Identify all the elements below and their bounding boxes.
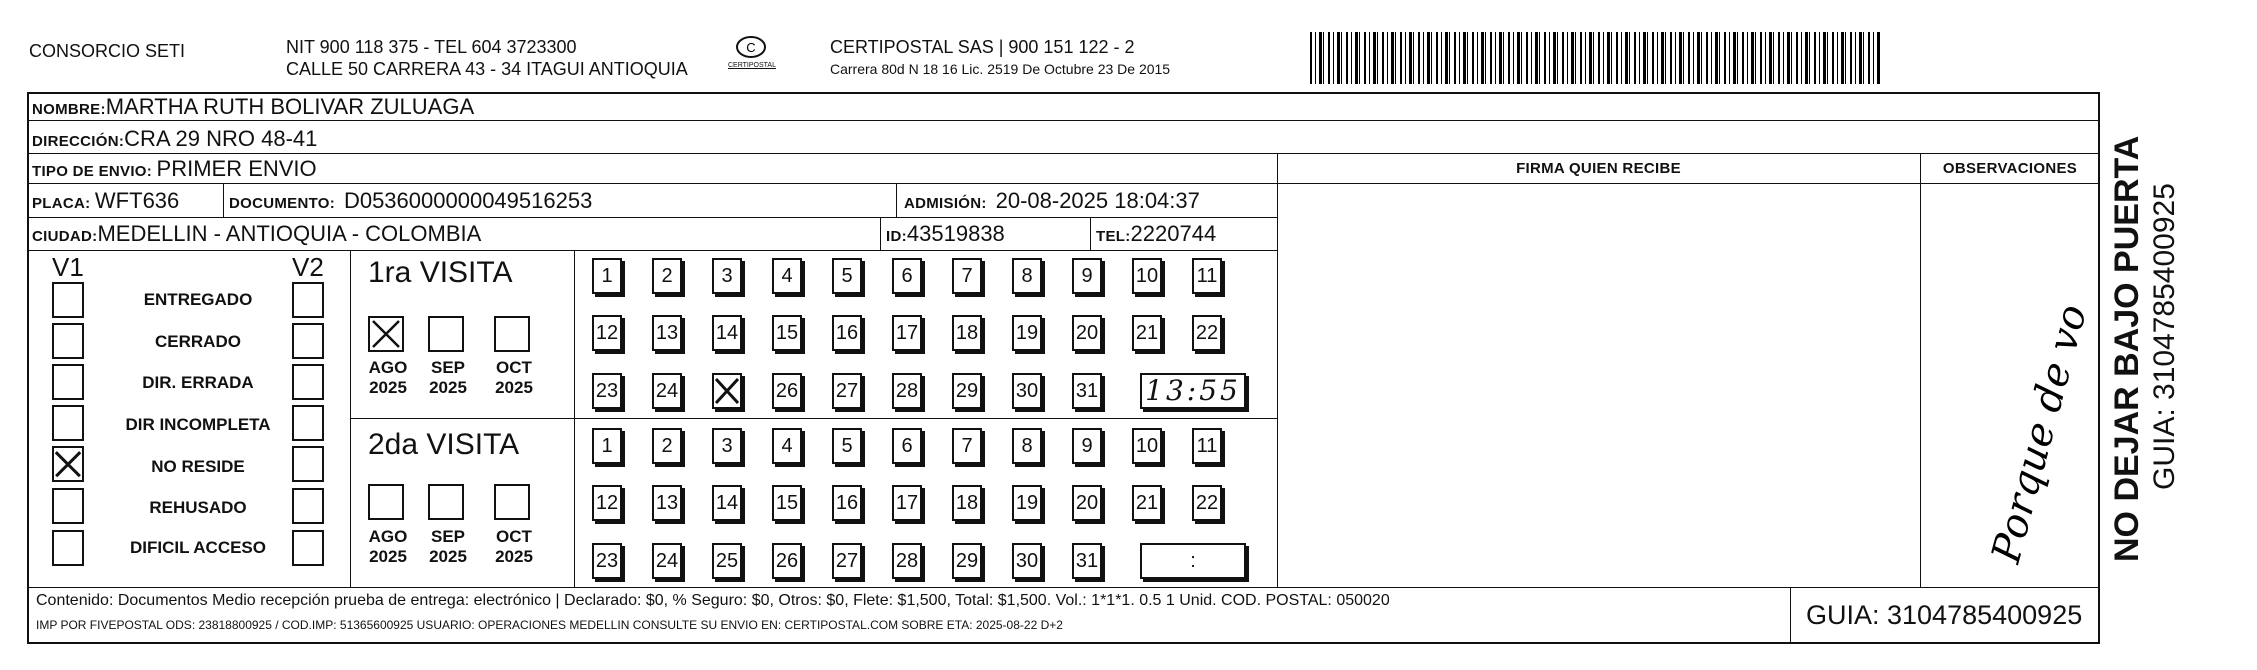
first-visit-day-28[interactable]: 28: [892, 373, 922, 409]
certipostal-license: Carrera 80d N 18 16 Lic. 2519 De Octubre 23 De 2015: [830, 61, 1171, 77]
second-visit-day-5[interactable]: 5: [832, 428, 862, 464]
second-visit-day-29[interactable]: 29: [952, 543, 982, 579]
second-visit-day-14[interactable]: 14: [712, 485, 742, 521]
second-visit-day-19[interactable]: 19: [1012, 485, 1042, 521]
first-visit-time-box[interactable]: [1140, 373, 1246, 409]
second-month-label-sep: SEP 2025: [429, 527, 467, 566]
v2-checkbox-no-reside[interactable]: [292, 446, 324, 482]
first-visit-day-21[interactable]: 21: [1132, 315, 1162, 351]
second-visit-day-30[interactable]: 30: [1012, 543, 1042, 579]
first-visit-day-29[interactable]: 29: [952, 373, 982, 409]
first-visit-day-17[interactable]: 17: [892, 315, 922, 351]
first-visit-day-30[interactable]: 30: [1012, 373, 1042, 409]
first-visit-day-16[interactable]: 16: [832, 315, 862, 351]
second-visit-day-18[interactable]: 18: [952, 485, 982, 521]
second-visit-day-8[interactable]: 8: [1012, 428, 1042, 464]
nit-line: NIT 900 118 375 - TEL 604 3723300: [286, 37, 577, 57]
second-visit-day-17[interactable]: 17: [892, 485, 922, 521]
first-visit-day-13[interactable]: 13: [652, 315, 682, 351]
second-visit-day-26[interactable]: 26: [772, 543, 802, 579]
observaciones-header: OBSERVACIONES: [1942, 160, 2078, 177]
first-visit-time-value: 13:55: [1145, 374, 1241, 407]
second-visit-day-3[interactable]: 3: [712, 428, 742, 464]
first-visit-day-11[interactable]: 11: [1192, 258, 1222, 294]
first-visit-day-25[interactable]: [712, 373, 742, 409]
v2-header: V2: [292, 252, 324, 282]
second-visit-time-value: :: [1190, 550, 1196, 572]
guia-vertical: GUIA: 3104785400925: [2148, 183, 2181, 490]
first-visit-month-ago[interactable]: [368, 316, 404, 352]
v2-checkbox-dificil-acceso[interactable]: [292, 530, 324, 566]
second-visit-day-28[interactable]: 28: [892, 543, 922, 579]
second-visit-day-21[interactable]: 21: [1132, 485, 1162, 521]
second-visit-day-2[interactable]: 2: [652, 428, 682, 464]
first-visit-day-3[interactable]: 3: [712, 258, 742, 294]
v1-header: V1: [52, 252, 84, 282]
second-visit-day-9[interactable]: 9: [1072, 428, 1102, 464]
second-visit-day-31[interactable]: 31: [1072, 543, 1102, 579]
v2-checkbox-cerrado[interactable]: [292, 323, 324, 359]
first-month-label-sep: SEP 2025: [429, 358, 467, 397]
first-visit-day-12[interactable]: 12: [592, 315, 622, 351]
second-visit-month-sep[interactable]: [428, 484, 464, 520]
svg-text:Porque de vo: Porque de vo: [1983, 299, 2097, 568]
first-visit-title: 1ra VISITA: [368, 256, 513, 289]
observation-handwriting: [1920, 280, 2098, 580]
second-visit-day-25[interactable]: 25: [712, 543, 742, 579]
direccion-field: DIRECCIÓN:CRA 29 NRO 48-41: [32, 126, 318, 151]
first-visit-day-1[interactable]: 1: [592, 258, 622, 294]
v2-checkbox-rehusado[interactable]: [292, 488, 324, 524]
second-visit-day-16[interactable]: 16: [832, 485, 862, 521]
footer-content-line: Contenido: Documentos Medio recepción prueba de entrega: electrónico | Declarado: $0, % Seguro: $0, Otros: $0, Flete: $1,500, Total: $1,500. Vol.: 1*1*1. 0.5 1 Unid. COD. POSTAL: 050020: [36, 592, 1390, 609]
v1-checkbox-dir-errada[interactable]: [52, 364, 84, 400]
second-visit-day-6[interactable]: 6: [892, 428, 922, 464]
second-month-label-ago: AGO 2025: [368, 527, 408, 566]
ciudad-field: CIUDAD:MEDELLIN - ANTIOQUIA - COLOMBIA: [32, 221, 482, 246]
documento-field: DOCUMENTO: D0536000000049516253: [229, 188, 593, 213]
second-month-label-oct: OCT 2025: [495, 527, 533, 566]
first-visit-day-10[interactable]: 10: [1132, 258, 1162, 294]
second-visit-day-22[interactable]: 22: [1192, 485, 1222, 521]
second-visit-day-24[interactable]: 24: [652, 543, 682, 579]
footer-guia: GUIA: 3104785400925: [1806, 600, 2083, 630]
first-visit-day-27[interactable]: 27: [832, 373, 862, 409]
certipostal-logo-icon: [734, 36, 768, 58]
nombre-field: NOMBRE:MARTHA RUTH BOLIVAR ZULUAGA: [32, 94, 475, 119]
first-visit-day-15[interactable]: 15: [772, 315, 802, 351]
admision-field: ADMISIÓN: 20-08-2025 18:04:37: [904, 188, 1200, 213]
second-visit-day-27[interactable]: 27: [832, 543, 862, 579]
footer-print-line: IMP POR FIVEPOSTAL ODS: 23818800925 / COD.IMP: 51365600925 USUARIO: OPERACIONES MEDELLIN CONSULTE SU ENVIO EN: CERTIPOSTAL.COM SOBRE ETA: 2025-08-22 D+2: [36, 618, 1063, 632]
certipostal-line: CERTIPOSTAL SAS | 900 151 122 - 2: [830, 37, 1135, 57]
first-visit-month-oct[interactable]: [494, 316, 530, 352]
second-visit-day-23[interactable]: 23: [592, 543, 622, 579]
v1-checkbox-dificil-acceso[interactable]: [52, 530, 84, 566]
second-visit-day-15[interactable]: 15: [772, 485, 802, 521]
second-visit-day-10[interactable]: 10: [1132, 428, 1162, 464]
first-month-label-ago: AGO 2025: [368, 358, 408, 397]
reason-rehusado: REHUSADO: [149, 498, 247, 517]
tel-field: TEL:2220744: [1096, 221, 1217, 246]
second-visit-time-box[interactable]: [1140, 543, 1246, 579]
v1-checkbox-no-reside[interactable]: [52, 446, 84, 482]
reason-dir-errada: DIR. ERRADA: [142, 373, 254, 392]
second-visit-day-1[interactable]: 1: [592, 428, 622, 464]
reason-cerrado: CERRADO: [155, 332, 241, 351]
first-month-label-oct: OCT 2025: [495, 358, 533, 397]
first-visit-month-sep[interactable]: [428, 316, 464, 352]
v1-checkbox-rehusado[interactable]: [52, 488, 84, 524]
first-visit-day-6[interactable]: 6: [892, 258, 922, 294]
first-visit-day-8[interactable]: 8: [1012, 258, 1042, 294]
first-visit-day-14[interactable]: 14: [712, 315, 742, 351]
v2-checkbox-dir-errada[interactable]: [292, 364, 324, 400]
first-visit-day-26[interactable]: 26: [772, 373, 802, 409]
first-visit-day-22[interactable]: 22: [1192, 315, 1222, 351]
v1-checkbox-cerrado[interactable]: [52, 323, 84, 359]
second-visit-day-7[interactable]: 7: [952, 428, 982, 464]
first-visit-day-4[interactable]: 4: [772, 258, 802, 294]
second-visit-month-oct[interactable]: [494, 484, 530, 520]
first-visit-day-18[interactable]: 18: [952, 315, 982, 351]
check-x-icon: [370, 318, 402, 350]
first-visit-day-20[interactable]: 20: [1072, 315, 1102, 351]
reason-no-reside: NO RESIDE: [151, 457, 245, 476]
firma-header: FIRMA QUIEN RECIBE: [1516, 160, 1681, 177]
first-visit-day-23[interactable]: 23: [592, 373, 622, 409]
v1-checkbox-dir-incompleta[interactable]: [52, 405, 84, 441]
reason-entregado: ENTREGADO: [143, 290, 253, 309]
first-visit-day-9[interactable]: 9: [1072, 258, 1102, 294]
logo-caption: CERTIPOSTAL: [728, 62, 776, 69]
reason-dificil-acceso: DIFICIL ACCESO: [129, 538, 266, 557]
reason-dir-incompleta: DIR INCOMPLETA: [125, 415, 271, 434]
svg-text:C: C: [746, 40, 756, 55]
second-visit-day-4[interactable]: 4: [772, 428, 802, 464]
first-visit-day-31[interactable]: 31: [1072, 373, 1102, 409]
first-visit-day-7[interactable]: 7: [952, 258, 982, 294]
company-name: CONSORCIO SETI: [29, 41, 186, 61]
second-visit-title: 2da VISITA: [368, 428, 520, 461]
warning-vertical: NO DEJAR BAJO PUERTA: [2108, 135, 2146, 562]
second-visit-day-20[interactable]: 20: [1072, 485, 1102, 521]
second-visit-day-11[interactable]: 11: [1192, 428, 1222, 464]
first-visit-day-2[interactable]: 2: [652, 258, 682, 294]
placa-field: PLACA: WFT636: [32, 188, 180, 213]
second-visit-day-12[interactable]: 12: [592, 485, 622, 521]
strike-mark-icon: [714, 375, 740, 407]
id-field: ID:43519838: [886, 221, 1005, 246]
address-line: CALLE 50 CARRERA 43 - 34 ITAGUI ANTIOQUIA: [286, 59, 688, 79]
v2-checkbox-entregado[interactable]: [292, 282, 324, 318]
first-visit-day-19[interactable]: 19: [1012, 315, 1042, 351]
second-visit-day-13[interactable]: 13: [652, 485, 682, 521]
v2-checkbox-dir-incompleta[interactable]: [292, 405, 324, 441]
second-visit-month-ago[interactable]: [368, 484, 404, 520]
v1-checkbox-entregado[interactable]: [52, 282, 84, 318]
tipo-envio-field: TIPO DE ENVIO: PRIMER ENVIO: [32, 156, 317, 181]
first-visit-day-24[interactable]: 24: [652, 373, 682, 409]
barcode: [1310, 32, 1880, 84]
first-visit-day-5[interactable]: 5: [832, 258, 862, 294]
